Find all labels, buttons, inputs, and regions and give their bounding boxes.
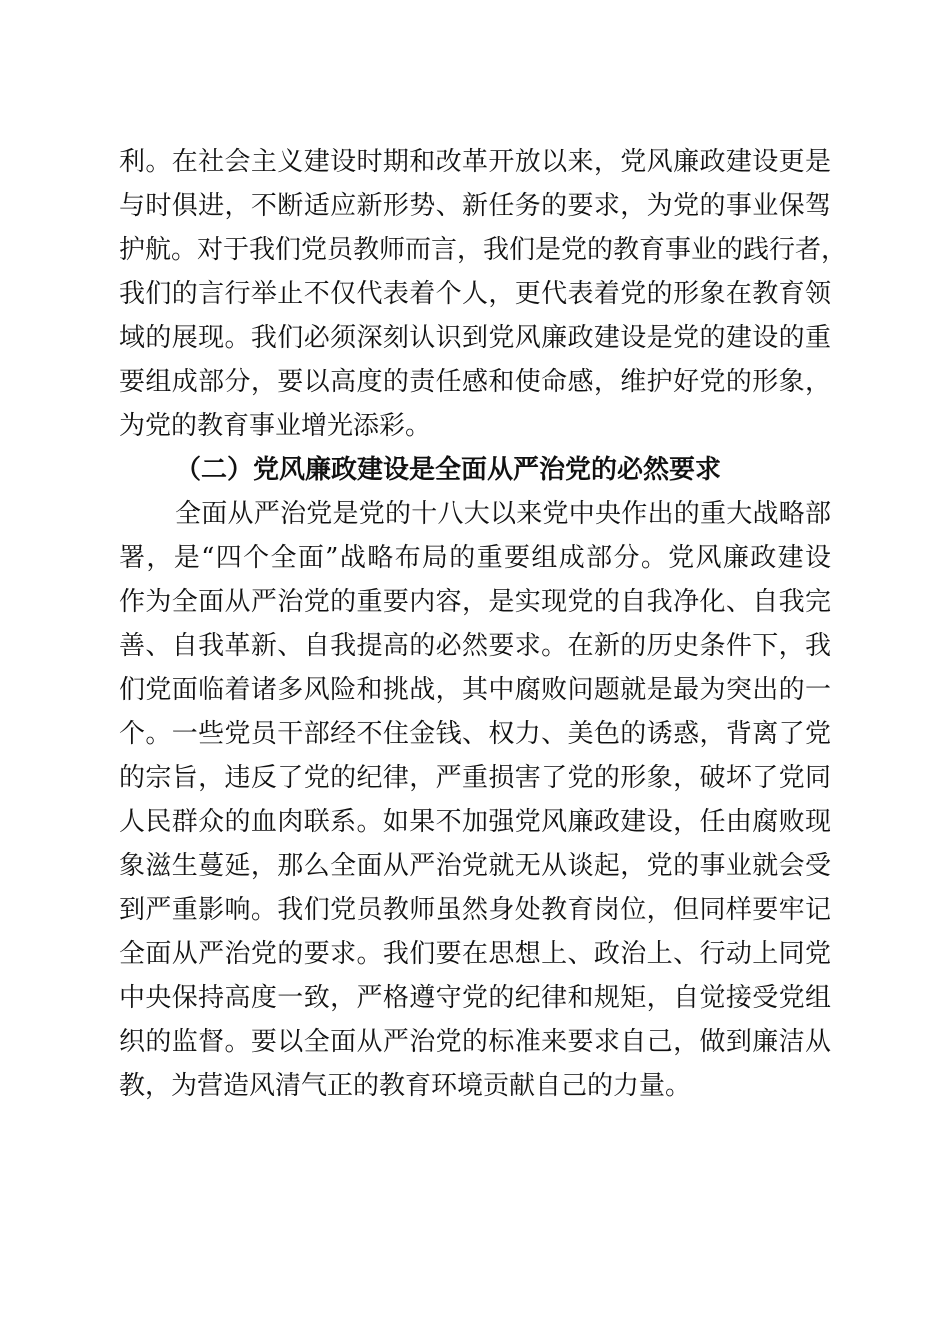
paragraph-line: 署，是“四个全面”战略布局的重要组成部分。党风廉政建设	[119, 543, 831, 573]
paragraph-line: 与时俱进，不断适应新形势、新任务的要求，为党的事业保驾	[119, 191, 831, 221]
paragraph-line: 中央保持高度一致，严格遵守党的纪律和规矩，自觉接受党组	[119, 983, 831, 1013]
paragraph-line: 要组成部分，要以高度的责任感和使命感，维护好党的形象，	[119, 367, 831, 397]
paragraph-line: 为党的教育事业增光添彩。	[119, 411, 432, 441]
paragraph-line: 护航。对于我们党员教师而言，我们是党的教育事业的践行者，	[119, 235, 848, 265]
paragraph-line: 到严重影响。我们党员教师虽然身处教育岗位，但同样要牢记	[119, 895, 831, 925]
paragraph-line: 们党面临着诸多风险和挑战，其中腐败问题就是最为突出的一	[119, 675, 831, 705]
paragraph-line: 我们的言行举止不仅代表着个人，更代表着党的形象在教育领	[119, 279, 831, 309]
paragraph-line: 作为全面从严治党的重要内容，是实现党的自我净化、自我完	[119, 587, 831, 617]
paragraph-line: 全面从严治党是党的十八大以来党中央作出的重大战略部	[175, 499, 831, 529]
paragraph-section-two	[119, 492, 831, 1108]
paragraph-continuation	[119, 140, 848, 448]
document-body	[119, 140, 848, 1108]
section-heading: （二）党风廉政建设是全面从严治党的必然要求	[175, 455, 722, 485]
paragraph-line: 域的展现。我们必须深刻认识到党风廉政建设是党的建设的重	[119, 323, 831, 353]
paragraph-line: 利。在社会主义建设时期和改革开放以来，党风廉政建设更是	[119, 147, 831, 177]
paragraph-line: 教，为营造风清气正的教育环境贡献自己的力量。	[119, 1071, 692, 1101]
paragraph-line: 的宗旨，违反了党的纪律，严重损害了党的形象，破坏了党同	[119, 763, 831, 793]
paragraph-line: 全面从严治党的要求。我们要在思想上、政治上、行动上同党	[119, 939, 831, 969]
paragraph-line: 善、自我革新、自我提高的必然要求。在新的历史条件下，我	[119, 631, 831, 661]
paragraph-line: 个。一些党员干部经不住金钱、权力、美色的诱惑，背离了党	[119, 719, 831, 749]
paragraph-line: 织的监督。要以全面从严治党的标准来要求自己，做到廉洁从	[119, 1027, 831, 1057]
paragraph-line: 人民群众的血肉联系。如果不加强党风廉政建设，任由腐败现	[119, 807, 831, 837]
paragraph-line: 象滋生蔓延，那么全面从严治党就无从谈起，党的事业就会受	[119, 851, 831, 881]
